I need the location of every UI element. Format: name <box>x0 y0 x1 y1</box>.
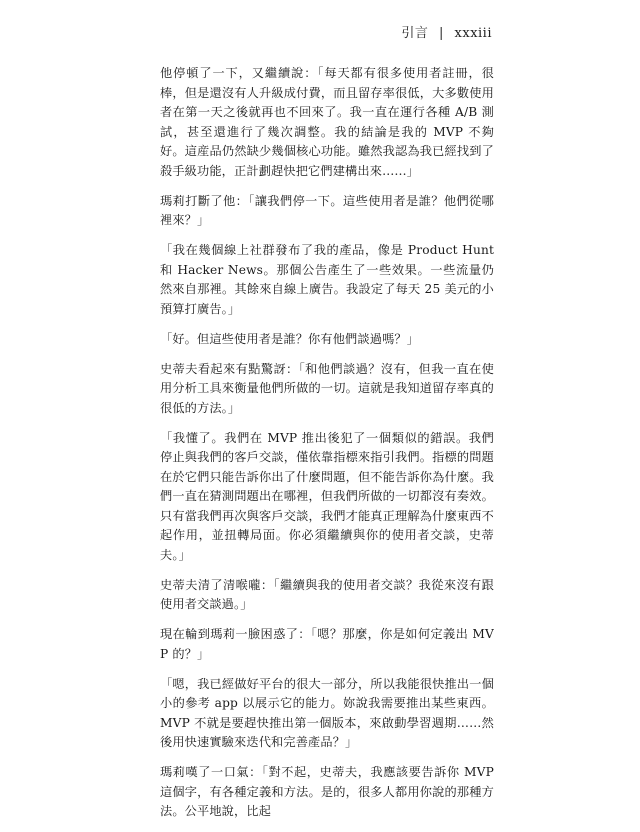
paragraph: 瑪莉打斷了他：「讓我們停一下。這些使用者是誰？他們從哪裡來？」 <box>160 193 494 227</box>
paragraph: 「好。但這些使用者是誰？你有他們談過嗎？」 <box>160 331 420 346</box>
section-title: 引言 <box>401 26 429 41</box>
header-separator: | <box>439 26 444 41</box>
running-header <box>401 22 492 41</box>
paragraph: 史蒂夫看起來有點驚訝：「和他們談過？沒有，但我一直在使用分析工具來衡量他們所做的一切。這就是我知道留存率真的很低的方法。」 <box>160 361 494 415</box>
body-text <box>160 64 494 832</box>
paragraph: 「嗯，我已經做好平台的很大一部分，所以我能很快推出一個小的參考 app 以展示它的能力。妳說我需要推出某些東西。MVP 不就是要趕快推出第一個版本，來啟動學習週期……然後用快速實驗來迭代和完善產品？」 <box>160 676 494 749</box>
paragraph: 「我在幾個線上社群發布了我的產品，像是 Product Hunt 和 Hacker News。那個公告產生了一些效果。一些流量仍然來自那裡。其餘來自線上廣告。我設定了每天 25 美元的小預算打廣告。」 <box>160 243 494 316</box>
page-number: xxxiii <box>454 26 492 41</box>
paragraph: 史蒂夫清了清喉嚨：「繼續與我的使用者交談？我從來沒有跟使用者交談過。」 <box>160 577 494 611</box>
paragraph: 他停頓了一下，又繼續說：「每天都有很多使用者註冊，很棒，但是還沒有人升級成付費，而且留存率很低，大多數使用者在第一天之後就再也不回來了。我一直在運行各種 A/B 測試，甚至還進行了幾次調整。我的結論是我的 MVP 不夠好。這産品仍然缺少幾個核心功能。雖然我認為我已經找到了殺手級功能，正計劃趕快把它們建構出來……」 <box>160 66 494 178</box>
paragraph: 現在輪到瑪莉一臉困惑了：「嗯？那麼，你是如何定義出 MVP 的？」 <box>160 627 494 661</box>
paragraph: 「我懂了。我們在 MVP 推出後犯了一個類似的錯誤。我們停止與我們的客戶交談，僅依靠指標來指引我們。指標的問題在於它們只能告訴你出了什麼問題，但不能告訴你為什麼。我們一直在猜測問題出在哪裡，但我們所做的一切都沒有奏效。只有當我們再次與客戶交談，我們才能真正理解為什麼東西不起作用，並扭轉局面。你必須繼續與你的使用者交談，史蒂夫。」 <box>160 430 494 562</box>
paragraph: 瑪莉嘆了一口氣：「對不起，史蒂夫，我應該要告訴你 MVP 這個字，有各種定義和方法。是的，很多人都用你說的那種方法。公平地說，比起 <box>160 765 494 818</box>
